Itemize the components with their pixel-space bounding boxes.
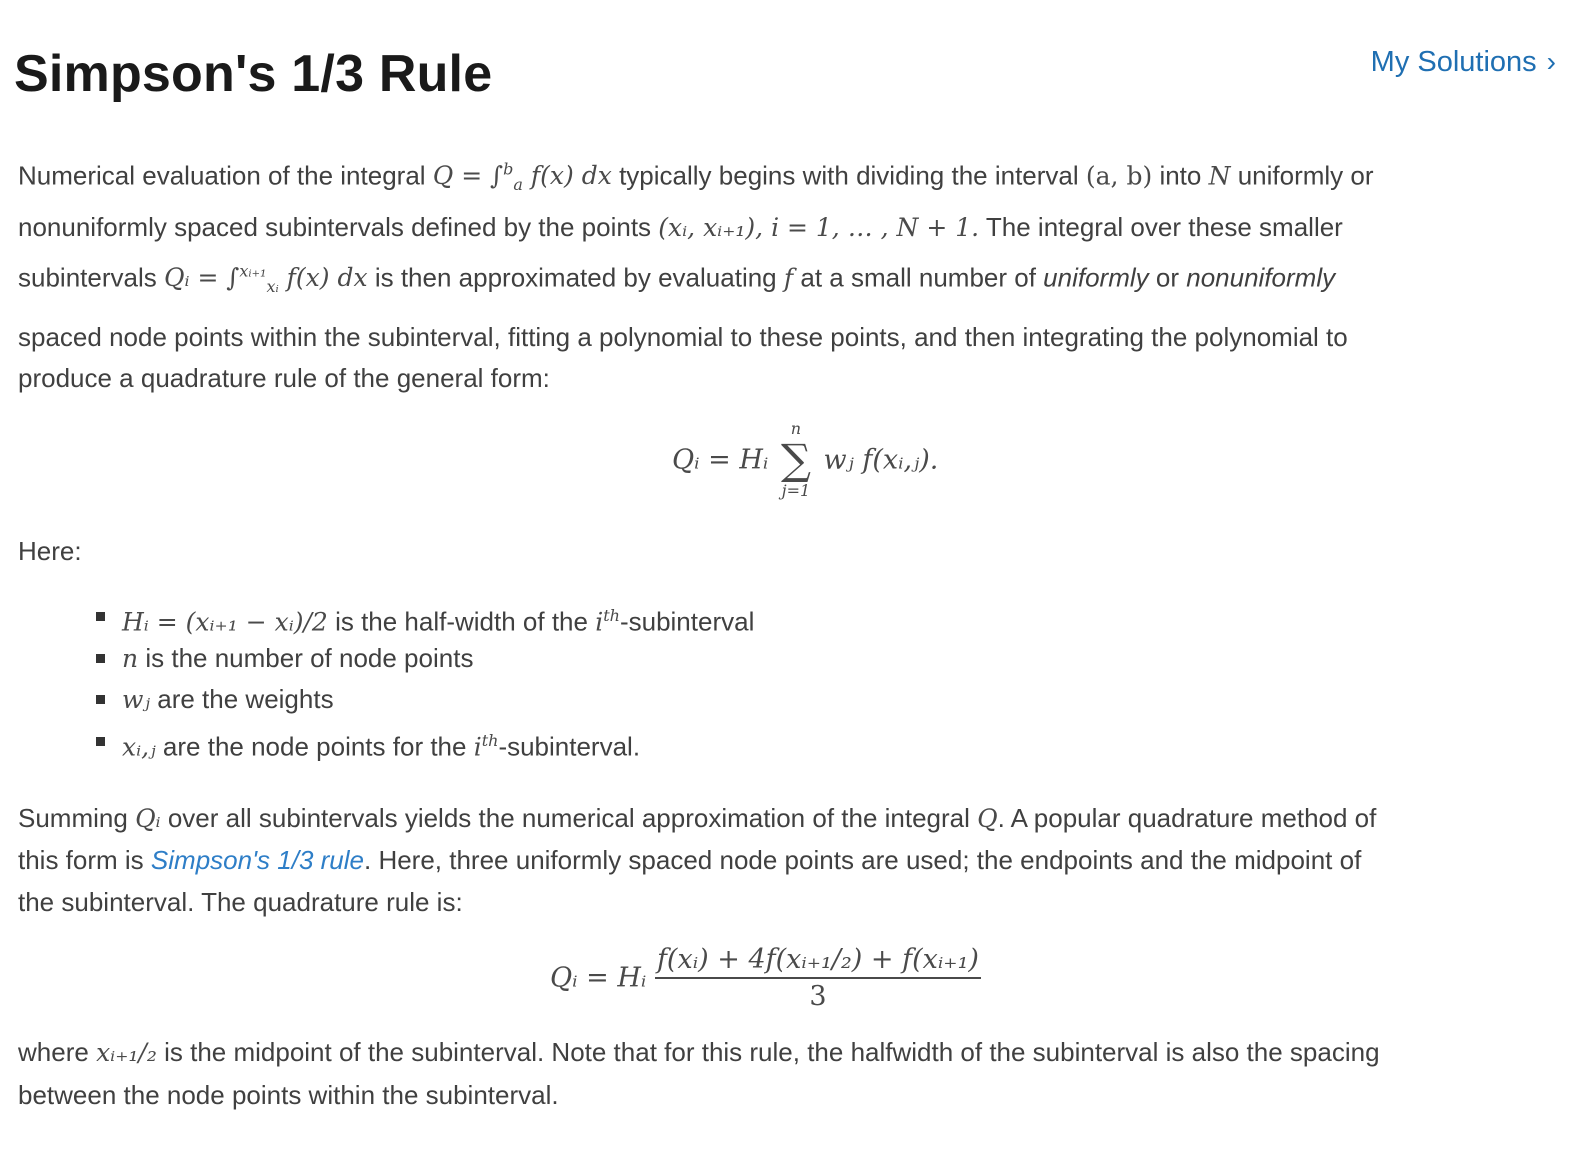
simpson-rule-equation: Qᵢ = Hᵢ $\frac{\text{f(xᵢ) + 4f(xᵢ₊₁/₂) + f(xᵢ₊₁)}}{3}$	[550, 944, 979, 1012]
intro-line-4: spaced node points within the subinterval, fitting a polynomial to these points, and then integrating the polynomial to	[18, 322, 1348, 352]
intro-text: at a small number of	[800, 262, 1036, 293]
list-item: wⱼ are the weights	[94, 680, 754, 722]
integral-qi-math: Qᵢ = ∫$^{xᵢ_{+1}}_{xᵢ}$ f(x) dx	[163, 262, 368, 297]
emphasis-uniformly: uniformly	[1043, 262, 1149, 293]
intro-line-5: produce a quadrature rule of the general form:	[18, 363, 550, 393]
my-solutions-link[interactable]	[1371, 46, 1556, 79]
page-title: Simpson's 1/3 Rule	[14, 45, 493, 103]
closing-line-1: where xᵢ₊₁/₂ is the midpoint of the subinterval. Note that for this rule, the halfwidth of the subinterval is also the spacing	[18, 1037, 1380, 1067]
intro-text: or	[1155, 262, 1180, 293]
intro-text: nonuniformly spaced subintervals defined by the points	[18, 212, 652, 242]
summing-line-3: the subinterval. The quadrature rule is:	[18, 887, 463, 917]
interval-math: (a, b)	[1085, 161, 1153, 191]
fraction: $\frac{\text{f(xᵢ) + 4f(xᵢ₊₁/₂) + f(xᵢ₊₁)}}{3}$	[656, 944, 979, 1012]
chevron-right-icon: ›	[1546, 46, 1556, 77]
intro-text: subintervals	[18, 262, 157, 293]
intro-line-1	[18, 160, 1374, 194]
f-math: f	[783, 263, 794, 293]
intro-line-3	[18, 262, 1335, 296]
emphasis-nonuniformly: nonuniformly	[1186, 262, 1336, 293]
intro-text: Numerical evaluation of the integral	[18, 160, 426, 191]
intro-line-2	[18, 212, 1343, 243]
definitions-list	[94, 597, 754, 763]
summing-line-2: this form is Simpson's 1/3 rule. Here, three uniformly spaced node points are used; the endpoints and the midpoint of	[18, 845, 1362, 875]
my-solutions-label: My Solutions	[1370, 46, 1537, 78]
general-quadrature-equation: Qᵢ = Hᵢ n ∑ j=1 wⱼ f(xᵢ,ⱼ).	[672, 419, 939, 500]
n-math: N	[1208, 161, 1231, 191]
points-math: (xᵢ, xᵢ₊₁), i = 1, … , N + 1.	[658, 213, 980, 242]
summation-symbol: n ∑ j=1	[780, 419, 811, 500]
integral-q-math: Q = ∫$^b_a$ f(x) dx	[432, 160, 612, 195]
simpsons-rule-link[interactable]: Simpson's 1/3 rule	[150, 845, 364, 875]
intro-text: into	[1159, 160, 1202, 191]
intro-text: typically begins with dividing the interval	[619, 160, 1079, 191]
intro-text: uniformly or	[1237, 160, 1374, 191]
list-item: xᵢ,ⱼ are the node points for the $i^{th}$-subinterval.	[94, 722, 754, 764]
here-label: Here:	[18, 536, 82, 566]
list-item: Hᵢ = (xᵢ₊₁ − xᵢ)/2 is the half-width of the $i^{th}$-subinterval	[94, 597, 754, 639]
intro-text: is then approximated by evaluating	[374, 262, 777, 293]
list-item: n is the number of node points	[94, 639, 754, 681]
intro-text: The integral over these smaller	[985, 212, 1343, 242]
summing-line-1: Summing Qᵢ over all subintervals yields the numerical approximation of the integral Q. A popular quadrature method of	[18, 803, 1377, 833]
closing-line-2: between the node points within the subinterval.	[18, 1080, 559, 1110]
